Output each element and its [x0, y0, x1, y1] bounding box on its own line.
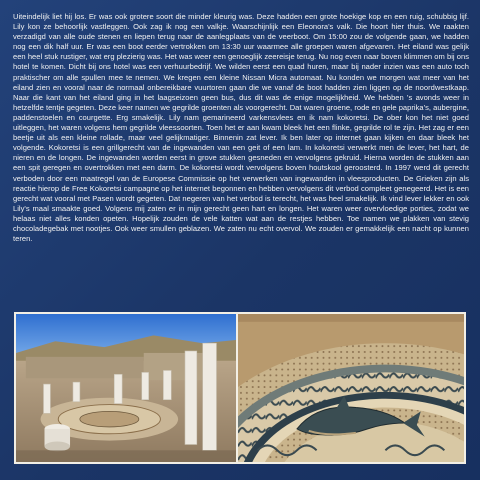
- photo-ruins-columns: [14, 312, 244, 464]
- mosaic-illustration: [238, 314, 464, 462]
- photo-dolphin-mosaic: [236, 312, 466, 464]
- story-text: Uiteindelijk liet hij los. Er was ook grotere soort die minder kleurig was. Deze hadden een grote hoekige kop en een ruig, schubbig lijf. Lily kon ze behoorlijk vastleggen. Ook zag ik nog een valkje. Waarschijnlijk een Eleonora's valk. Die hoort hier thuis. We raakten verzadigd van alle oude stenen en liepen terug naar de aanlegplaats van de veerboot. Om 15:00 zou de volgende gaan, we hadden nog een dik half uur. Er was een boot eerder vertrokken om 13:30 uur waarmee alle groepen waren afgevaren. Het eiland was gelijk een heel stuk rustiger, wat erg plezierig was. Het was weer een genoeglijk zeereisje terug. Nu nog even naar boven klimmen om bij ons hotel te komen. Dicht bij ons hotel was een verhuurbedrijf. We wilden eerst een quad huren, maar bij nader inzien was een auto toch praktischer om alle spullen mee te nemen. We kregen een kleine Nissan Micra automaat. Nu konden we morgen wat meer van het eiland zien en vooral naar de normaal onbereikbare vuurtoren gaan die we vanaf de boot hadden zien liggen op de noordwestkaap. Naar die kant van het eiland ging in het laagseizoen geen bus, dus dit was de enige mogelijkheid. We hebben 's avonds weer in hetzelfde tentje gegeten. Deze keer namen we gegrilde groenten als voorgerecht. Dat waren groene, rode en gele paprika's, aubergine, paddenstoelen en courgette. Erg smakelijk. Lily nam gemarineerd varkensvlees en ik nam kokoretsi. De ober kon het niet goed uitleggen, het waren volgens hem gegrilde vleessoorten. Toen het er aan kwam bleek het een flinke, gegrilde rol te zijn. Het zag er een beetje uit als een kleine rollade, maar veel gelijkmatiger. Binnenin zat lever. Ik ben later op internet gaan kijken en daar bleek het volgende. Kokoretsi is een grillgerecht van de ingewanden van een geit of een lam. In kokoretsi verwerkt men de lever, het hart, de nieren en de longen. De ingewanden worden eerst in grove stukken gesneden en vervolgens gekruid. Hierna worden de stukken aan een spit geregen en overtrokken met een darm. De kokoretsi wordt vervolgens boven houtskool geroosterd. In 1997 werd dit gerecht verboden door een maatregel van de Europese Commissie op het verwerken van ingewanden in vleesproducten. De Grieken zijn als reactie hierop de Free Kokoretsi campagne op het internet begonnen en hebben vervolgens dit verbod compleet genegeerd. Het is een gerecht wat vooral met Pasen wordt gegeten. Dat negeren van het verbod is terecht, het was heel smakelijk. Ik vind lever lekker en ook Lily's maal smaakte goed. Volgens mij zaten er in mijn gerecht geen hart en longen. Het waren weer overvloedige porties, zodat we helaas niet alles konden opeten. Hopelijk zouden de vele katten wat aan de restjes hebben. Toe namen we plakken van stevig chocoladegebak met nootjes. Ook weer smullen geblazen. We zaten nu echt overvol. We zouden er gemakkelijk een nacht op kunnen teren.: [13, 12, 469, 244]
- ruins-illustration: [16, 314, 242, 462]
